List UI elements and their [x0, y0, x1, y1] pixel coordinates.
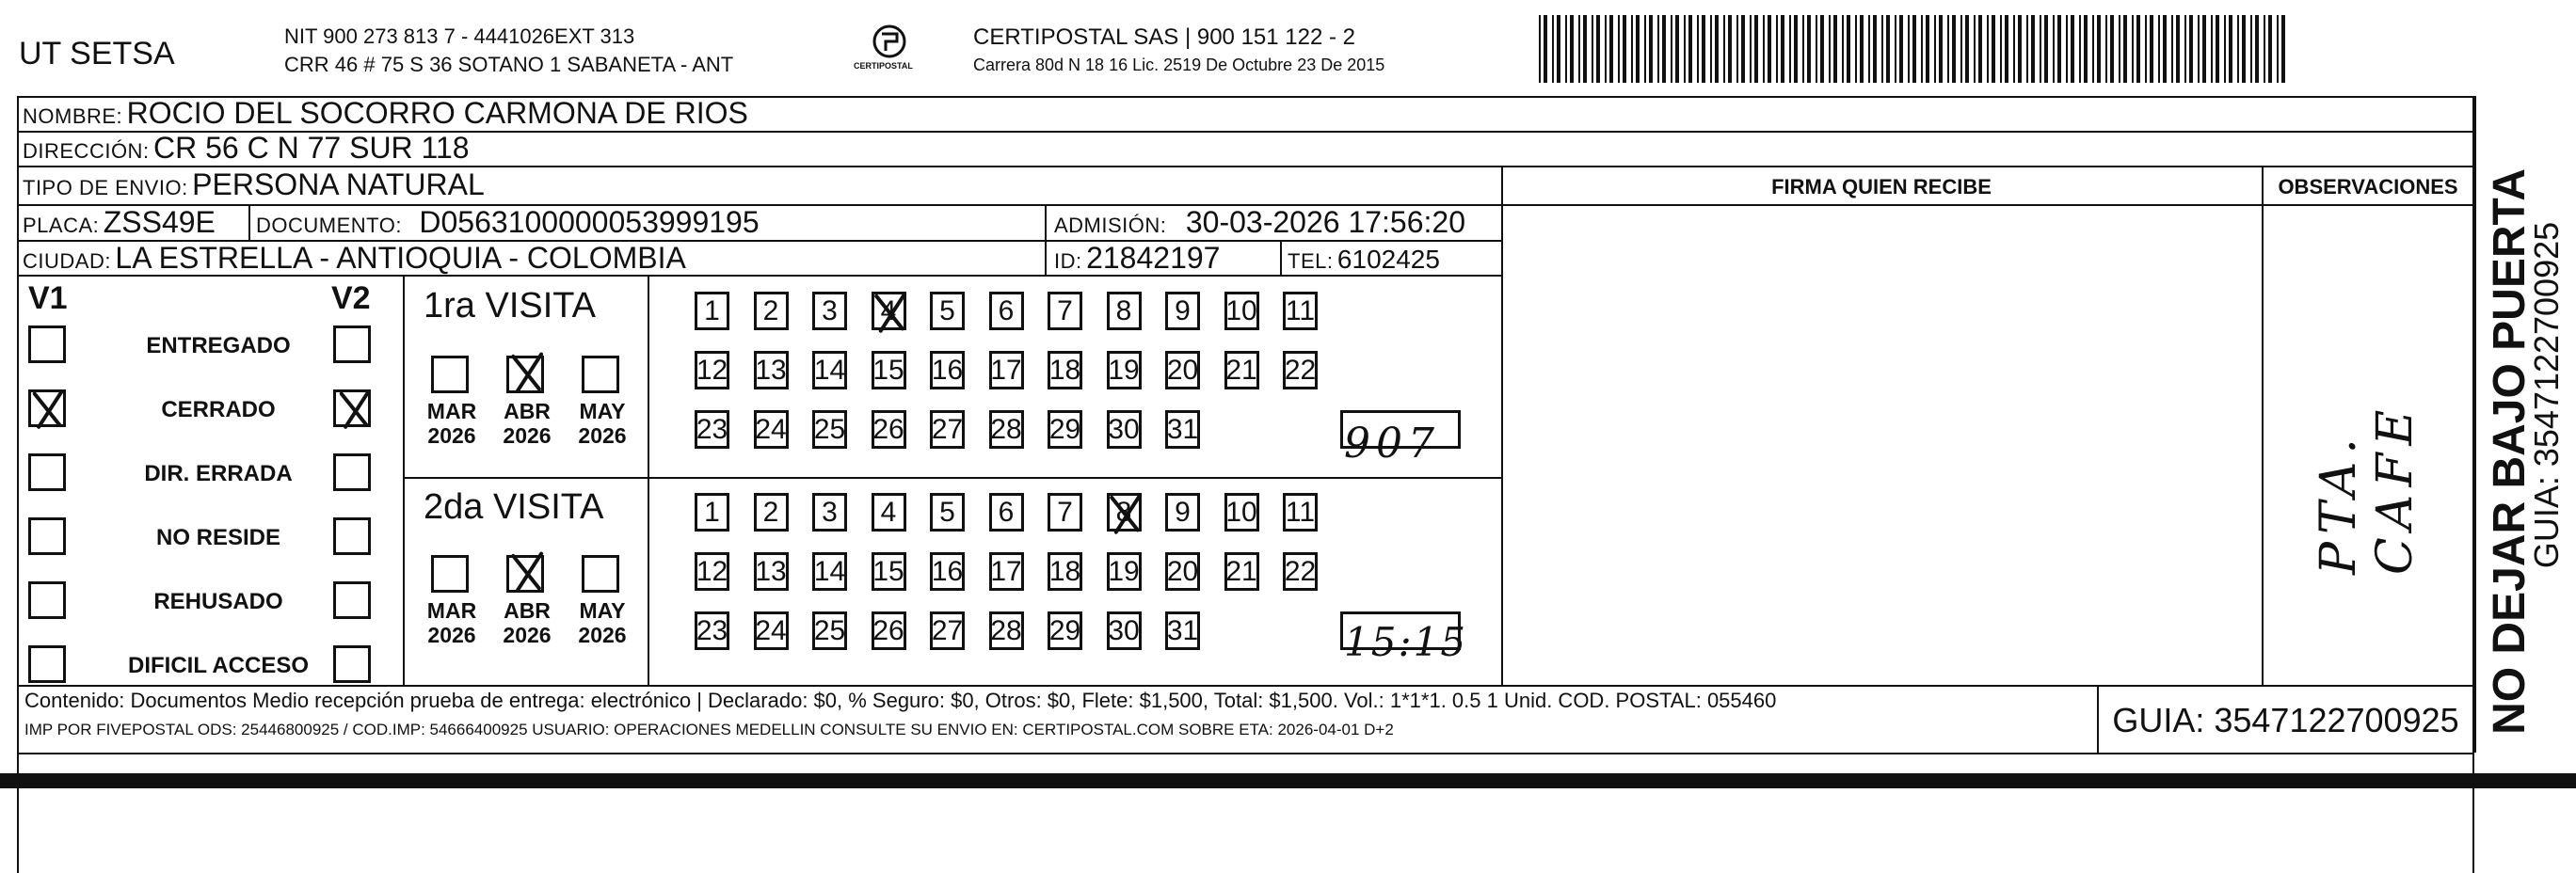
day-cell[interactable]: 29: [1048, 611, 1082, 650]
month-label: ABR 2026: [503, 399, 552, 449]
barcode-bar: [1702, 15, 1705, 83]
day-cell[interactable]: 22: [1283, 552, 1318, 591]
check-x-icon: [26, 388, 68, 429]
day-cell[interactable]: 3: [812, 493, 847, 532]
day-cell[interactable]: 7: [1048, 292, 1082, 330]
side-guia: GUIA: 3547122700925: [2527, 221, 2566, 569]
v2-checkbox[interactable]: [333, 517, 371, 555]
barcode-bar: [2079, 15, 2081, 83]
barcode-bar: [2066, 15, 2068, 83]
barcode-bar: [2092, 15, 2094, 83]
observations-handwritten: PTA. CAFE: [2311, 402, 2424, 575]
tel-value: 6102425: [1336, 245, 1440, 274]
v2-checkbox[interactable]: [333, 581, 371, 619]
barcode-bar: [2123, 15, 2127, 83]
day-cell[interactable]: 16: [930, 351, 965, 389]
admision-row: [1054, 207, 1465, 237]
barcode-bar: [2224, 15, 2226, 83]
barcode-bar: [1763, 15, 1765, 83]
barcode-bar: [2250, 15, 2252, 83]
day-cell[interactable]: 14: [812, 552, 847, 591]
day-cell[interactable]: 27: [930, 611, 965, 650]
barcode-bar: [1881, 15, 1883, 83]
company-address: CRR 46 # 75 S 36 SOTANO 1 SABANETA - ANT: [284, 53, 734, 76]
barcode-bar: [1978, 15, 1982, 83]
day-cell[interactable]: 24: [754, 611, 789, 650]
month-label: MAY 2026: [578, 598, 627, 648]
v1-label: V1: [28, 280, 68, 316]
ciudad-row: [23, 243, 686, 273]
barcode-bar: [1912, 15, 1916, 83]
barcode-bar: [1781, 15, 1784, 83]
day-cell[interactable]: 11: [1283, 493, 1318, 532]
barcode-bar: [1921, 15, 1923, 83]
tipo-label: TIPO DE ENVIO:: [23, 176, 188, 199]
day-cell[interactable]: 2: [754, 493, 789, 532]
day-cell[interactable]: 2: [754, 292, 789, 330]
status-label: CERRADO: [161, 397, 276, 422]
barcode-bar: [1736, 15, 1738, 83]
day-cell[interactable]: 28: [989, 611, 1024, 650]
logo-text: CERTIPOSTAL: [854, 61, 913, 71]
day-cell[interactable]: 10: [1224, 493, 1259, 532]
barcode-bar: [2110, 15, 2114, 83]
barcode-bar: [1974, 15, 1976, 83]
day-cell[interactable]: 25: [812, 611, 847, 650]
day-cell[interactable]: 30: [1107, 611, 1142, 650]
side-warning: NO DEJAR BAJO PUERTA: [2485, 168, 2535, 735]
barcode-bar: [1605, 15, 1607, 83]
barcode-bar: [1842, 15, 1844, 83]
barcode-bar: [1855, 15, 1857, 83]
barcode-bar: [1860, 15, 1864, 83]
day-cell[interactable]: 19: [1107, 351, 1142, 389]
documento-value: D0563100000053999195: [419, 205, 760, 239]
barcode-bar: [1675, 15, 1679, 83]
day-cell[interactable]: 17: [989, 351, 1024, 389]
barcode-bar: [1895, 15, 1896, 83]
day-cell[interactable]: 15: [872, 552, 906, 591]
day-cell[interactable]: 17: [989, 552, 1024, 591]
day-cell[interactable]: 13: [754, 351, 789, 389]
day-cell[interactable]: 6: [989, 292, 1024, 330]
barcode-bar: [1789, 15, 1791, 83]
barcode-bar: [1960, 15, 1962, 83]
v1-checkbox[interactable]: [28, 645, 66, 683]
check-x-icon: [333, 388, 375, 429]
barcode-bar: [2255, 15, 2259, 83]
barcode-bar: [2264, 15, 2265, 83]
day-cell[interactable]: 9: [1165, 292, 1200, 330]
day-cell[interactable]: 30: [1107, 410, 1142, 449]
barcode-bar: [1592, 15, 1593, 83]
barcode-bar: [1565, 15, 1567, 83]
check-x-icon: [504, 549, 548, 593]
check-x-icon: [504, 350, 548, 393]
barcode-bar: [2000, 15, 2002, 83]
month-label: MAR 2026: [426, 598, 477, 648]
day-cell[interactable]: 3: [812, 292, 847, 330]
barcode-bar: [2071, 15, 2074, 83]
barcode-bar: [1816, 15, 1817, 83]
barcode-bar: [1965, 15, 1969, 83]
tipo-value: PERSONA NATURAL: [192, 167, 485, 201]
day-cell[interactable]: 6: [989, 493, 1024, 532]
barcode-bar: [2150, 15, 2153, 83]
barcode-bar: [1662, 15, 1666, 83]
barcode-bar: [1776, 15, 1778, 83]
ciudad-label: CIUDAD:: [23, 249, 111, 273]
barcode-bar: [1688, 15, 1692, 83]
direccion-row: [23, 133, 470, 163]
day-cell[interactable]: 15: [872, 351, 906, 389]
barcode-bar: [2242, 15, 2246, 83]
barcode-bar: [2145, 15, 2147, 83]
barcode-bar: [1623, 15, 1626, 83]
barcode-bar: [1952, 15, 1956, 83]
first-visit-handwritten: 907: [1344, 420, 1440, 468]
day-cell[interactable]: 4: [872, 493, 906, 532]
day-cell[interactable]: 21: [1224, 351, 1259, 389]
barcode-bar: [1908, 15, 1910, 83]
barcode-bar: [1644, 15, 1646, 83]
barcode-bar: [1609, 15, 1613, 83]
month-label: MAY 2026: [578, 399, 627, 449]
day-cell[interactable]: 7: [1048, 493, 1082, 532]
barcode-bar: [1934, 15, 1936, 83]
barcode: [1539, 15, 2292, 83]
barcode-bar: [1794, 15, 1798, 83]
footer-imp: IMP POR FIVEPOSTAL ODS: 25446800925 / COD.IMP: 54666400925 USUARIO: OPERACIONES MEDELLIN CONSULTE SU ENVIO EN: CERTIPOSTAL.COM SOBRE ETA: 2026-04-01 D+2: [24, 721, 1394, 738]
barcode-bar: [1847, 15, 1850, 83]
placa-value: ZSS49E: [103, 205, 216, 239]
barcode-bar: [1671, 15, 1672, 83]
admision-label: ADMISIÓN:: [1054, 214, 1167, 237]
second-visit-handwritten: 15:15: [1344, 619, 1468, 665]
barcode-bar: [2198, 15, 2200, 83]
barcode-bar: [2202, 15, 2206, 83]
day-cell[interactable]: 1: [695, 493, 729, 532]
barcode-bar: [2184, 15, 2186, 83]
v2-checkbox[interactable]: [333, 325, 371, 363]
barcode-bar: [2018, 15, 2022, 83]
barcode-bar: [1570, 15, 1574, 83]
barcode-bar: [1649, 15, 1653, 83]
barcode-bar: [1684, 15, 1686, 83]
barcode-bar: [2189, 15, 2193, 83]
barcode-bar: [1631, 15, 1633, 83]
barcode-bar: [2136, 15, 2140, 83]
barcode-bar: [2005, 15, 2008, 83]
tel-row: [1288, 246, 1440, 273]
barcode-bar: [1873, 15, 1877, 83]
barcode-bar: [2176, 15, 2180, 83]
barcode-bar: [1715, 15, 1719, 83]
day-cell[interactable]: 20: [1165, 552, 1200, 591]
barcode-bar: [1710, 15, 1712, 83]
day-cell[interactable]: 12: [695, 351, 729, 389]
barcode-bar: [2281, 15, 2285, 83]
v1-checkbox[interactable]: [28, 581, 66, 619]
barcode-bar: [2229, 15, 2232, 83]
day-cell[interactable]: 25: [812, 410, 847, 449]
nombre-label: NOMBRE:: [23, 104, 123, 128]
barcode-bar: [1636, 15, 1640, 83]
barcode-bar: [1728, 15, 1732, 83]
barcode-bar: [2163, 15, 2167, 83]
barcode-bar: [1578, 15, 1580, 83]
barcode-bar: [1539, 15, 1541, 83]
admision-value: 30-03-2026 17:56:20: [1185, 205, 1465, 239]
v1-checkbox[interactable]: [28, 325, 66, 363]
direccion-value: CR 56 C N 77 SUR 118: [153, 131, 470, 165]
barcode-bar: [1768, 15, 1771, 83]
day-cell[interactable]: 1: [695, 292, 729, 330]
barcode-bar: [2044, 15, 2048, 83]
barcode-icon: [1539, 15, 2292, 83]
month-label: ABR 2026: [503, 598, 552, 648]
barcode-bar: [1618, 15, 1620, 83]
v1-checkbox[interactable]: [28, 517, 66, 555]
v2-checkbox[interactable]: [333, 645, 371, 683]
day-cell[interactable]: 26: [872, 611, 906, 650]
check-x-icon: [868, 290, 911, 333]
barcode-bar: [1552, 15, 1554, 83]
documento-label: DOCUMENTO:: [256, 214, 402, 237]
day-cell[interactable]: 5: [930, 493, 965, 532]
barcode-bar: [1557, 15, 1560, 83]
day-cell[interactable]: 31: [1165, 410, 1200, 449]
id-row: [1054, 243, 1220, 273]
day-cell[interactable]: 28: [989, 410, 1024, 449]
ciudad-value: LA ESTRELLA - ANTIOQUIA - COLOMBIA: [115, 241, 686, 275]
nombre-row: [23, 98, 748, 128]
day-cell[interactable]: 9: [1165, 493, 1200, 532]
barcode-bar: [2040, 15, 2041, 83]
day-cell[interactable]: 20: [1165, 351, 1200, 389]
barcode-bar: [2216, 15, 2219, 83]
barcode-bar: [2026, 15, 2028, 83]
barcode-bar: [2237, 15, 2239, 83]
bottom-bar: [0, 773, 2576, 788]
barcode-bar: [2057, 15, 2061, 83]
barcode-bar: [2158, 15, 2160, 83]
barcode-bar: [2013, 15, 2015, 83]
documento-row: [256, 207, 760, 237]
footer-contenido: Contenido: Documentos Medio recepción prueba de entrega: electrónico | Declarado: $0, % Seguro: $0, Otros: $0, Flete: $1,500, Total: $1,500. Vol.: 1*1*1. 0.5 1 Unid. COD. POSTAL: 055460: [24, 689, 1777, 712]
footer-guia: GUIA: 3547122700925: [2112, 701, 2459, 739]
day-cell[interactable]: 29: [1048, 410, 1082, 449]
barcode-bar: [1829, 15, 1831, 83]
day-cell[interactable]: 13: [754, 552, 789, 591]
day-cell[interactable]: 19: [1107, 552, 1142, 591]
barcode-bar: [2097, 15, 2101, 83]
barcode-bar: [1947, 15, 1949, 83]
day-cell[interactable]: 10: [1224, 292, 1259, 330]
day-cell[interactable]: 11: [1283, 292, 1318, 330]
barcode-bar: [1657, 15, 1659, 83]
barcode-bar: [1820, 15, 1824, 83]
company-nit: NIT 900 273 813 7 - 4441026EXT 313: [284, 24, 635, 48]
barcode-bar: [1926, 15, 1929, 83]
barcode-bar: [1899, 15, 1903, 83]
status-label: DIR. ERRADA: [144, 461, 293, 486]
barcode-bar: [1750, 15, 1752, 83]
status-label: DIFICIL ACCESO: [127, 653, 309, 678]
day-cell[interactable]: 12: [695, 552, 729, 591]
tel-label: TEL:: [1288, 249, 1334, 273]
second-visit-title: 2da VISITA: [424, 487, 604, 527]
id-value: 21842197: [1086, 241, 1221, 275]
day-cell[interactable]: 8: [1107, 292, 1142, 330]
day-cell[interactable]: 18: [1048, 552, 1082, 591]
observaciones-header: OBSERVACIONES: [2278, 175, 2458, 198]
firma-header: FIRMA QUIEN RECIBE: [1771, 175, 1992, 198]
v2-label: V2: [331, 280, 371, 316]
barcode-bar: [1741, 15, 1745, 83]
day-cell[interactable]: 26: [872, 410, 906, 449]
barcode-bar: [1868, 15, 1870, 83]
day-cell[interactable]: 5: [930, 292, 965, 330]
first-visit-title: 1ra VISITA: [424, 286, 597, 325]
nombre-value: ROCIO DEL SOCORRO CARMONA DE RIOS: [126, 96, 748, 130]
day-cell[interactable]: 21: [1224, 552, 1259, 591]
month-checkbox[interactable]: [431, 555, 469, 593]
barcode-bar: [2277, 15, 2279, 83]
barcode-bar: [1596, 15, 1600, 83]
barcode-bar: [1939, 15, 1943, 83]
barcode-bar: [1833, 15, 1837, 83]
barcode-bar: [1544, 15, 1547, 83]
day-cell[interactable]: 22: [1283, 351, 1318, 389]
day-cell[interactable]: 18: [1048, 351, 1082, 389]
tipo-row: [23, 169, 485, 199]
day-cell[interactable]: 23: [695, 611, 729, 650]
status-label: REHUSADO: [153, 589, 283, 614]
status-label: ENTREGADO: [146, 333, 291, 358]
day-cell[interactable]: 4: [872, 292, 906, 330]
barcode-bar: [2132, 15, 2134, 83]
barcode-bar: [1886, 15, 1890, 83]
id-label: ID:: [1054, 249, 1082, 273]
day-cell[interactable]: 23: [695, 410, 729, 449]
barcode-bar: [1723, 15, 1725, 83]
barcode-bar: [2031, 15, 2035, 83]
barcode-bar: [2105, 15, 2107, 83]
direccion-label: DIRECCIÓN:: [23, 139, 150, 163]
status-label: NO RESIDE: [155, 525, 281, 550]
barcode-bar: [1583, 15, 1587, 83]
barcode-bar: [1992, 15, 1995, 83]
month-checkbox[interactable]: [582, 356, 619, 393]
day-cell[interactable]: 8: [1107, 493, 1142, 532]
placa-label: PLACA:: [23, 214, 100, 237]
barcode-bar: [1754, 15, 1758, 83]
certipostal-line: CERTIPOSTAL SAS | 900 151 122 - 2: [973, 24, 1355, 50]
company-name: UT SETSA: [19, 36, 175, 71]
day-cell[interactable]: 24: [754, 410, 789, 449]
day-cell[interactable]: 14: [812, 351, 847, 389]
day-cell[interactable]: 31: [1165, 611, 1200, 650]
barcode-bar: [2084, 15, 2088, 83]
check-x-icon: [1103, 491, 1146, 534]
barcode-bar: [1697, 15, 1699, 83]
v2-checkbox[interactable]: [333, 453, 371, 491]
barcode-bar: [2268, 15, 2272, 83]
barcode-bar: [1987, 15, 1989, 83]
v1-checkbox[interactable]: [28, 453, 66, 491]
day-cell[interactable]: 16: [930, 552, 965, 591]
barcode-bar: [2211, 15, 2213, 83]
month-checkbox[interactable]: [431, 356, 469, 393]
month-label: MAR 2026: [426, 399, 477, 449]
barcode-bar: [1807, 15, 1811, 83]
month-checkbox[interactable]: [582, 555, 619, 593]
barcode-bar: [2171, 15, 2173, 83]
barcode-bar: [1802, 15, 1804, 83]
certipostal-logo: [852, 23, 927, 75]
barcode-bar: [2053, 15, 2055, 83]
certipostal-license: Carrera 80d N 18 16 Lic. 2519 De Octubre 23 De 2015: [973, 56, 1385, 74]
placa-row: [23, 207, 216, 237]
day-cell[interactable]: 27: [930, 410, 965, 449]
barcode-bar: [2119, 15, 2120, 83]
